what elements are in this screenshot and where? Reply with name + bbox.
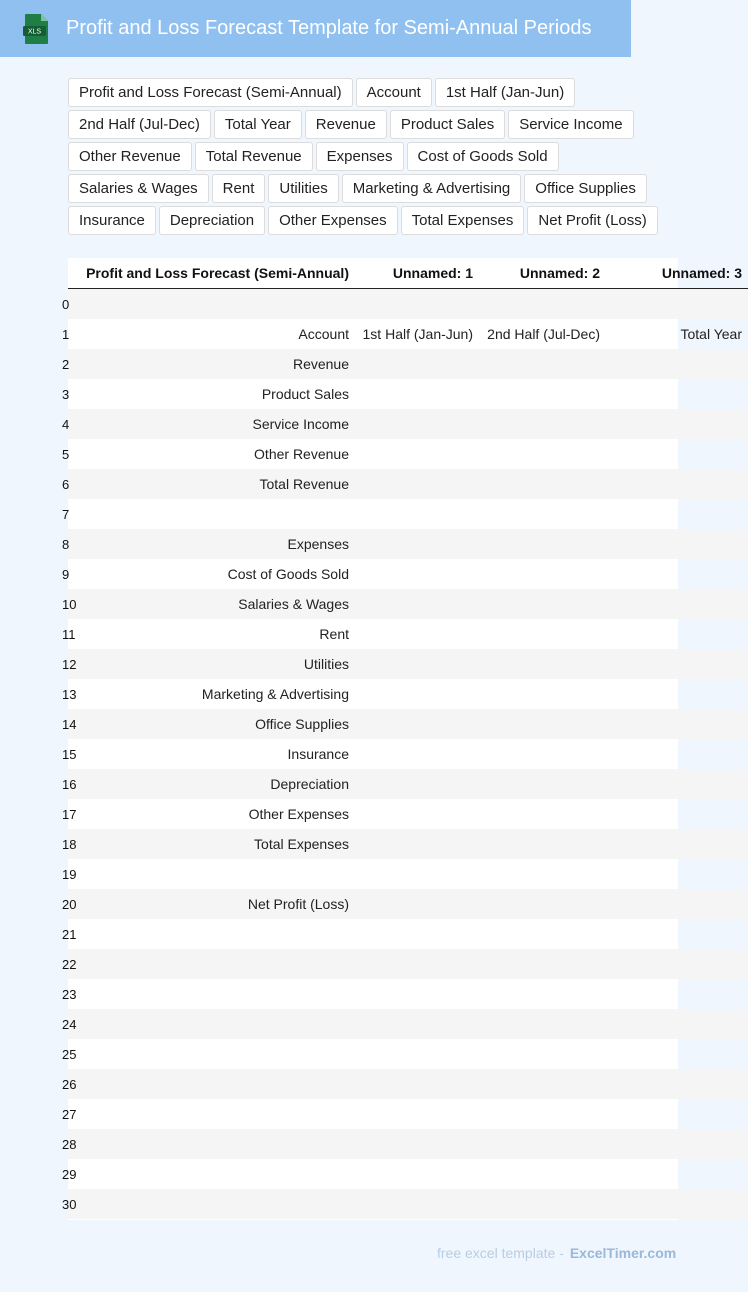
row-index: 21 <box>62 926 77 942</box>
column-chip[interactable]: Salaries & Wages <box>68 174 209 203</box>
table-cell <box>80 949 355 979</box>
table-cell <box>355 619 479 649</box>
row-index: 13 <box>62 686 77 702</box>
excel-file-icon-label: XLS <box>27 28 42 36</box>
table-cell <box>479 559 606 589</box>
table-cell <box>606 1189 748 1219</box>
table-cell <box>479 1159 606 1189</box>
table-row <box>68 829 748 859</box>
table-cell <box>355 679 479 709</box>
table-row <box>68 679 748 709</box>
row-index: 0 <box>68 289 80 320</box>
table-cell <box>606 649 748 679</box>
table-row <box>68 409 748 439</box>
table-row <box>68 289 748 320</box>
table-cell <box>355 829 479 859</box>
spreadsheet-table <box>62 258 748 1219</box>
row-index: 14 <box>68 709 80 739</box>
table-row <box>68 769 748 799</box>
column-chip[interactable]: Revenue <box>305 110 387 139</box>
table-header-row <box>68 258 748 289</box>
row-index: 27 <box>62 1106 77 1122</box>
table-cell <box>355 739 479 769</box>
table-cell <box>80 859 355 889</box>
table-cell <box>355 859 479 889</box>
column-chip[interactable]: Service Income <box>508 110 633 139</box>
table-cell: Depreciation <box>80 769 355 799</box>
table-cell <box>606 739 748 769</box>
table-cell <box>355 589 479 619</box>
table-cell <box>479 739 606 769</box>
table-cell: Salaries & Wages <box>80 589 355 619</box>
page-header <box>0 0 631 57</box>
column-chip[interactable]: Insurance <box>68 206 156 235</box>
table-row <box>68 1069 748 1099</box>
row-index: 9 <box>62 566 70 582</box>
table-row <box>68 559 748 589</box>
row-index: 17 <box>62 806 77 822</box>
table-cell <box>606 349 748 379</box>
table-row <box>68 709 748 739</box>
table-cell <box>355 649 479 679</box>
table-cell: Office Supplies <box>80 709 355 739</box>
table-row <box>68 319 748 349</box>
table-cell <box>606 979 748 1009</box>
table-cell <box>80 1069 355 1099</box>
table-cell <box>606 949 748 979</box>
table-row <box>68 919 748 949</box>
table-cell <box>479 409 606 439</box>
table-cell <box>355 709 479 739</box>
table-row <box>68 1189 748 1219</box>
table-row <box>68 1099 748 1129</box>
table-cell <box>355 919 479 949</box>
column-chip[interactable]: Expenses <box>316 142 404 171</box>
table-cell <box>606 919 748 949</box>
row-index: 22 <box>68 949 80 979</box>
table-cell: Revenue <box>80 349 355 379</box>
table-cell <box>80 1009 355 1039</box>
table-cell: Total Revenue <box>80 469 355 499</box>
column-header: Unnamed: 3 <box>606 258 748 289</box>
table-cell <box>355 1069 479 1099</box>
column-chip[interactable]: Net Profit (Loss) <box>527 206 657 235</box>
table-cell <box>606 859 748 889</box>
table-cell <box>606 559 748 589</box>
table-cell <box>80 979 355 1009</box>
row-index: 25 <box>62 1046 77 1062</box>
table-row <box>68 379 748 409</box>
footer-brand-link[interactable]: ExcelTimer.com <box>569 1245 677 1261</box>
excel-file-icon <box>22 13 50 45</box>
column-chip[interactable]: Marketing & Advertising <box>342 174 522 203</box>
table-row <box>68 889 748 919</box>
table-cell <box>355 1159 479 1189</box>
row-index: 28 <box>68 1129 80 1159</box>
row-index: 26 <box>68 1069 80 1099</box>
table-cell: 2nd Half (Jul-Dec) <box>487 326 600 342</box>
table-cell <box>479 829 606 859</box>
table-cell <box>355 559 479 589</box>
row-index: 16 <box>68 769 80 799</box>
column-chip[interactable]: Other Expenses <box>268 206 398 235</box>
table-cell: Other Expenses <box>248 806 349 822</box>
row-index: 5 <box>62 446 70 462</box>
table-cell: Insurance <box>287 746 349 762</box>
row-index: 8 <box>68 529 80 559</box>
column-header: Profit and Loss Forecast (Semi-Annual) <box>80 258 355 289</box>
column-chip-list <box>68 78 702 235</box>
column-chip[interactable]: Account <box>356 78 432 107</box>
table-cell <box>355 409 479 439</box>
table-cell <box>479 499 606 529</box>
table-cell: Marketing & Advertising <box>201 686 349 702</box>
table-cell <box>606 379 748 409</box>
table-cell <box>606 409 748 439</box>
table-cell <box>355 1189 479 1219</box>
table-cell: Other Revenue <box>254 446 349 462</box>
table-row <box>68 1039 748 1069</box>
table-cell <box>479 859 606 889</box>
table-cell: Total Year <box>680 326 742 342</box>
table-cell <box>606 1159 748 1189</box>
table-cell <box>479 1039 606 1069</box>
table-cell <box>355 289 479 320</box>
table-row <box>68 1159 748 1189</box>
row-index: 12 <box>68 649 80 679</box>
page-title: Profit and Loss Forecast Template for Semi-Annual Periods <box>66 17 592 39</box>
table-cell <box>606 769 748 799</box>
table-row <box>68 499 748 529</box>
table-cell <box>479 1189 606 1219</box>
table-cell <box>606 439 748 469</box>
table-cell: Cost of Goods Sold <box>227 566 349 582</box>
table-cell <box>606 1129 748 1159</box>
table-cell <box>606 589 748 619</box>
table-cell: Service Income <box>80 409 355 439</box>
column-chip[interactable]: Rent <box>212 174 266 203</box>
column-header: Unnamed: 1 <box>355 258 479 289</box>
row-index: 10 <box>68 589 80 619</box>
table-cell <box>479 949 606 979</box>
row-index: 7 <box>62 506 70 522</box>
table-cell <box>479 709 606 739</box>
table-cell <box>606 1099 748 1129</box>
table-cell <box>80 919 355 949</box>
table-row <box>68 859 748 889</box>
row-index: 24 <box>68 1009 80 1039</box>
table-cell <box>80 1129 355 1159</box>
column-chip[interactable]: Other Revenue <box>68 142 192 171</box>
table-cell <box>479 919 606 949</box>
table-cell <box>606 469 748 499</box>
row-index: 15 <box>62 746 77 762</box>
table-cell <box>606 529 748 559</box>
table-cell <box>479 1009 606 1039</box>
table-cell <box>355 1129 479 1159</box>
spreadsheet-preview <box>62 258 742 1220</box>
row-index: 18 <box>68 829 80 859</box>
table-row <box>68 349 748 379</box>
table-cell <box>606 889 748 919</box>
table-cell <box>355 469 479 499</box>
table-row <box>68 619 748 649</box>
table-cell <box>479 1099 606 1129</box>
table-row <box>68 949 748 979</box>
table-cell <box>606 499 748 529</box>
row-index: 1 <box>62 326 70 342</box>
table-cell <box>80 499 355 529</box>
row-index: 23 <box>62 986 77 1002</box>
table-cell <box>355 499 479 529</box>
column-chip[interactable]: Total Expenses <box>401 206 525 235</box>
table-row <box>68 1009 748 1039</box>
column-chip[interactable]: Total Year <box>214 110 302 139</box>
table-cell <box>355 1039 479 1069</box>
footer-text: free excel template - <box>437 1245 564 1261</box>
footer <box>437 1245 676 1261</box>
column-chip[interactable]: 2nd Half (Jul-Dec) <box>68 110 211 139</box>
table-cell <box>479 379 606 409</box>
table-cell <box>606 1069 748 1099</box>
table-cell <box>479 1069 606 1099</box>
row-index: 19 <box>62 866 77 882</box>
row-index: 11 <box>62 626 76 642</box>
table-cell <box>355 799 479 829</box>
table-cell <box>80 1099 355 1129</box>
table-cell <box>479 469 606 499</box>
table-cell <box>479 439 606 469</box>
row-index: 6 <box>68 469 80 499</box>
table-cell: Rent <box>319 626 349 642</box>
table-row <box>68 469 748 499</box>
table-cell <box>606 709 748 739</box>
table-cell <box>355 889 479 919</box>
row-index: 30 <box>68 1189 80 1219</box>
table-cell <box>355 1009 479 1039</box>
table-cell <box>606 1039 748 1069</box>
table-cell: Total Expenses <box>80 829 355 859</box>
table-cell <box>479 1129 606 1159</box>
table-cell <box>355 949 479 979</box>
table-row <box>68 1129 748 1159</box>
table-cell: 1st Half (Jan-Jun) <box>362 326 473 342</box>
column-chip[interactable]: Profit and Loss Forecast (Semi-Annual) <box>68 78 353 107</box>
table-cell <box>479 979 606 1009</box>
table-cell <box>479 769 606 799</box>
table-cell <box>355 979 479 1009</box>
table-cell <box>355 1099 479 1129</box>
column-chip[interactable]: Total Revenue <box>195 142 313 171</box>
index-header <box>68 258 80 289</box>
table-cell <box>606 799 748 829</box>
table-row <box>68 649 748 679</box>
column-chip[interactable]: Product Sales <box>390 110 505 139</box>
table-cell: Expenses <box>80 529 355 559</box>
table-cell: Net Profit (Loss) <box>80 889 355 919</box>
table-cell <box>479 619 606 649</box>
table-cell <box>606 289 748 320</box>
column-chip[interactable]: Utilities <box>268 174 338 203</box>
table-cell <box>479 649 606 679</box>
table-cell <box>606 829 748 859</box>
column-header: Unnamed: 2 <box>479 258 606 289</box>
table-cell <box>479 799 606 829</box>
row-index: 2 <box>68 349 80 379</box>
column-chip[interactable]: Cost of Goods Sold <box>407 142 559 171</box>
column-chip[interactable]: 1st Half (Jan-Jun) <box>435 78 575 107</box>
table-cell <box>479 529 606 559</box>
table-cell <box>479 349 606 379</box>
table-cell <box>479 889 606 919</box>
table-cell <box>80 1159 355 1189</box>
row-index: 20 <box>68 889 80 919</box>
table-cell <box>355 349 479 379</box>
table-cell <box>355 529 479 559</box>
table-cell <box>80 1039 355 1069</box>
table-cell <box>355 769 479 799</box>
table-cell: Utilities <box>80 649 355 679</box>
table-row <box>68 799 748 829</box>
table-row <box>68 529 748 559</box>
table-row <box>68 739 748 769</box>
table-row <box>68 439 748 469</box>
table-cell <box>479 289 606 320</box>
table-cell <box>80 1189 355 1219</box>
table-cell <box>80 289 355 320</box>
table-cell <box>355 379 479 409</box>
table-row <box>68 979 748 1009</box>
column-chip[interactable]: Depreciation <box>159 206 265 235</box>
table-cell <box>606 619 748 649</box>
table-cell <box>355 439 479 469</box>
table-cell: Product Sales <box>261 386 349 402</box>
table-cell <box>479 589 606 619</box>
table-cell <box>479 679 606 709</box>
row-index: 4 <box>68 409 80 439</box>
table-cell: Account <box>298 326 349 342</box>
row-index: 29 <box>62 1166 77 1182</box>
table-cell <box>606 679 748 709</box>
column-chip[interactable]: Office Supplies <box>524 174 647 203</box>
table-cell <box>606 1009 748 1039</box>
row-index: 3 <box>62 386 70 402</box>
table-row <box>68 589 748 619</box>
